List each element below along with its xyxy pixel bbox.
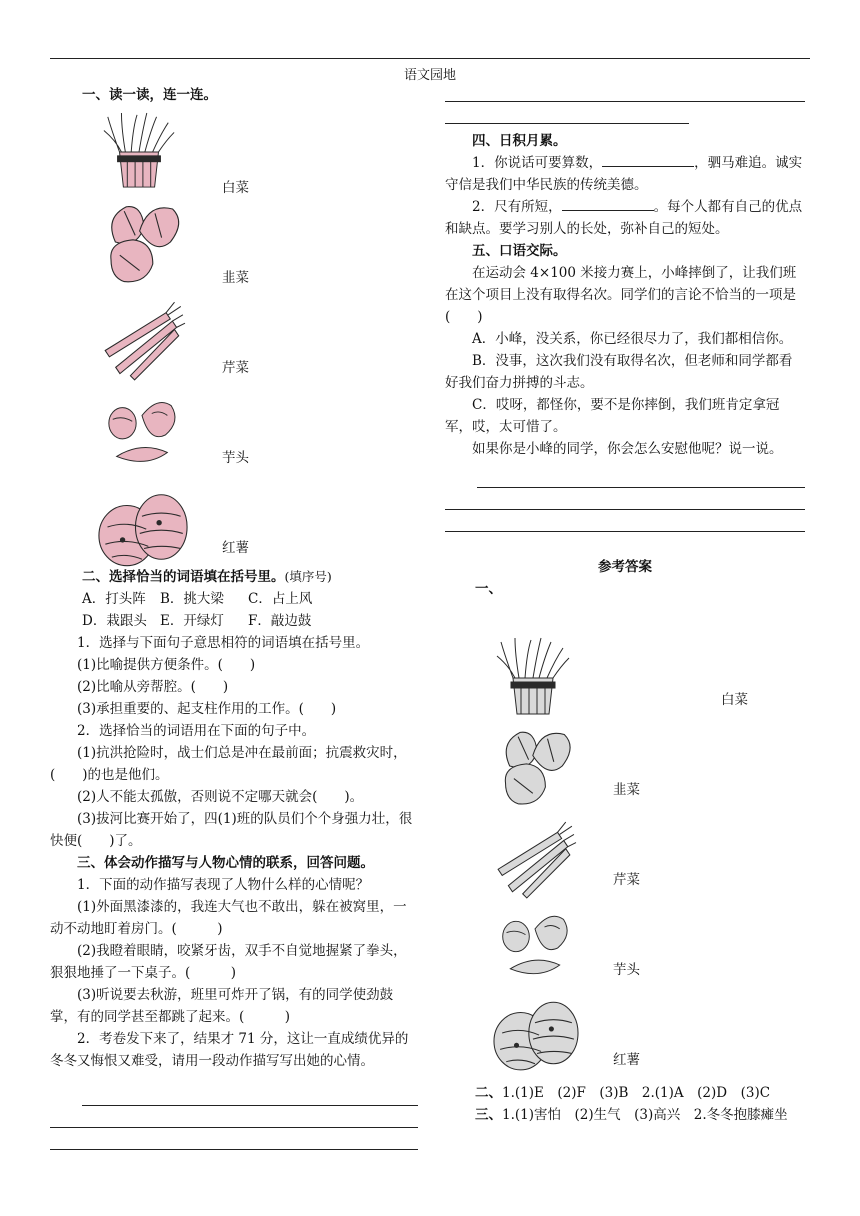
answers-s2 xyxy=(445,1082,805,1104)
match-label-2: 韭菜 xyxy=(222,270,249,286)
s3-answer-lines[interactable] xyxy=(50,1084,418,1150)
celery-icon xyxy=(98,298,188,382)
right-column xyxy=(445,88,805,1126)
s4-q2-part-b: 。每个人都有自己的优点和缺点。要学习别人的长处，弥补自己的短处。 xyxy=(445,199,803,237)
sweet-potato-icon xyxy=(495,908,575,984)
option-b: B．挑大梁 xyxy=(160,591,224,607)
sweet-potato-icon xyxy=(100,394,184,472)
s3-heading: 三、体会动作描写与人物心情的联系，回答问题。 xyxy=(77,855,374,871)
chive-bundle-icon xyxy=(100,110,178,190)
s5-heading: 五、口语交际。 xyxy=(472,243,567,259)
s3-q1-item1: (1)外面黑漆漆的，我连大气也不敢出，躲在被窝里，一动不动地盯着房门。( ) xyxy=(50,899,407,937)
answer-line[interactable] xyxy=(50,1106,418,1128)
s4-q1 xyxy=(445,152,805,196)
answer-line[interactable] xyxy=(477,466,805,488)
s5-answer-lines[interactable] xyxy=(445,466,805,532)
header-rule xyxy=(50,58,810,59)
chive-bundle-icon xyxy=(493,636,573,716)
s4-q1-part-a: 1．你说话可要算数， xyxy=(472,155,603,171)
answer-line[interactable] xyxy=(445,510,805,532)
page-header: 语文园地 xyxy=(403,68,456,83)
match-label-4: 芋头 xyxy=(222,450,249,466)
answers-heading: 参考答案 xyxy=(598,559,652,575)
bok-choy-icon xyxy=(98,198,190,286)
answer-line[interactable] xyxy=(445,88,805,102)
answers-s2-prefix: 二、 xyxy=(475,1085,502,1101)
answers-s3 xyxy=(445,1104,805,1126)
answer-line[interactable] xyxy=(50,1128,418,1150)
s2-q2-item1: (1)抗洪抢险时，战士们总是冲在最前面；抗震救灾时，( )的也是他们。 xyxy=(50,745,407,783)
s5-intro: 在运动会 4×100 米接力赛上，小峰摔倒了，让我们班在这个项目上没有取得名次。同学们的言论不恰当的一项是( ) xyxy=(445,265,797,325)
s3-q1: 1．下面的动作描写表现了人物什么样的心情呢？ xyxy=(77,877,370,893)
answer-label-2: 韭菜 xyxy=(613,782,640,798)
answer-line[interactable] xyxy=(445,102,689,124)
left-column xyxy=(50,84,418,1150)
s2-q1-item3: (3)承担重要的、起支柱作用的工作。( ) xyxy=(77,701,337,717)
s4-q1-blank[interactable] xyxy=(602,152,694,167)
s2-note: (填序号) xyxy=(284,569,332,584)
answer-label-1: 白菜 xyxy=(721,692,748,708)
option-f: F．敲边鼓 xyxy=(248,613,312,629)
answers-s1-label: 一、 xyxy=(475,581,502,597)
answer-label-3: 芹菜 xyxy=(613,872,640,888)
taro-icon xyxy=(483,992,589,1074)
s2-q1-item1: (1)比喻提供方便条件。( ) xyxy=(77,657,256,673)
answer-line[interactable] xyxy=(82,1084,418,1106)
answers-s2-text: 1.(1)E (2)F (3)B 2.(1)A (2)D (3)C xyxy=(502,1085,771,1101)
match-label-1: 白菜 xyxy=(222,180,249,196)
s1-heading: 一、读一读，连一连。 xyxy=(82,87,217,103)
s5-option-a: A．小峰，没关系，你已经很尽力了，我们都相信你。 xyxy=(472,331,793,347)
taro-icon xyxy=(90,484,196,570)
s3-q2: 2．考卷发下来了，结果才 71 分，这让一直成绩优异的冬冬又悔恨又难受，请用一段动作描写写出她的心情。 xyxy=(50,1031,409,1069)
s4-heading: 四、日积月累。 xyxy=(472,133,567,149)
s2-q1: 1．选择与下面句子意思相符的词语填在括号里。 xyxy=(77,635,370,651)
s4-q2-part-a: 2．尺有所短， xyxy=(472,199,562,215)
s2-heading-text: 二、选择恰当的词语填在括号里。 xyxy=(82,569,285,585)
s4-q2-blank[interactable] xyxy=(562,196,654,211)
bok-choy-icon xyxy=(493,724,581,808)
match-label-3: 芹菜 xyxy=(222,360,249,376)
s5-option-c: C．哎呀，都怪你，要不是你摔倒，我们班肯定拿冠军，哎，太可惜了。 xyxy=(445,397,780,435)
answers-s3-prefix: 三、 xyxy=(475,1107,502,1123)
option-a: A．打头阵 xyxy=(82,591,146,607)
matching-area xyxy=(50,106,418,554)
s5-prompt: 如果你是小峰的同学，你会怎么安慰他呢？说一说。 xyxy=(472,441,783,457)
match-label-5: 红薯 xyxy=(222,540,249,556)
option-d: D．栽跟头 xyxy=(82,613,147,629)
celery-icon xyxy=(491,818,579,900)
answers-s3-text: 1.(1)害怕 (2)生气 (3)高兴 2.冬冬抱膝瘫坐 xyxy=(502,1107,788,1123)
answer-matching-area xyxy=(445,600,805,1080)
answer-label-4: 芋头 xyxy=(613,962,640,978)
answer-label-5: 红薯 xyxy=(613,1052,640,1068)
s2-q2-item3: (3)拔河比赛开始了，四(1)班的队员们个个身强力壮，很快便( )了。 xyxy=(50,811,413,849)
s3-q1-item3: (3)听说要去秋游，班里可炸开了锅，有的同学使劲鼓掌，有的同学甚至都跳了起来。( ) xyxy=(50,987,394,1025)
s4-q2 xyxy=(445,196,805,240)
s2-q2: 2．选择恰当的词语用在下面的句子中。 xyxy=(77,723,316,739)
s2-q1-item2: (2)比喻从旁帮腔。( ) xyxy=(77,679,229,695)
answer-line[interactable] xyxy=(445,488,805,510)
s2-options-row2 xyxy=(50,610,418,632)
option-c: C．占上风 xyxy=(248,591,313,607)
s4-q1-part-b: ，驷马难追。诚实守信是我们中华民族的传统美德。 xyxy=(445,155,803,193)
s2-options-row1 xyxy=(50,588,418,610)
option-e: E．开绿灯 xyxy=(160,613,224,629)
s5-option-b: B．没事，这次我们没有取得名次，但老师和同学都看好我们奋力拼搏的斗志。 xyxy=(445,353,793,391)
s3-q1-item2: (2)我瞪着眼睛，咬紧牙齿，双手不自觉地握紧了拳头，狠狠地捶了一下桌子。( ) xyxy=(50,943,407,981)
s2-q2-item2: (2)人不能太孤傲，否则说不定哪天就会( )。 xyxy=(77,789,364,805)
